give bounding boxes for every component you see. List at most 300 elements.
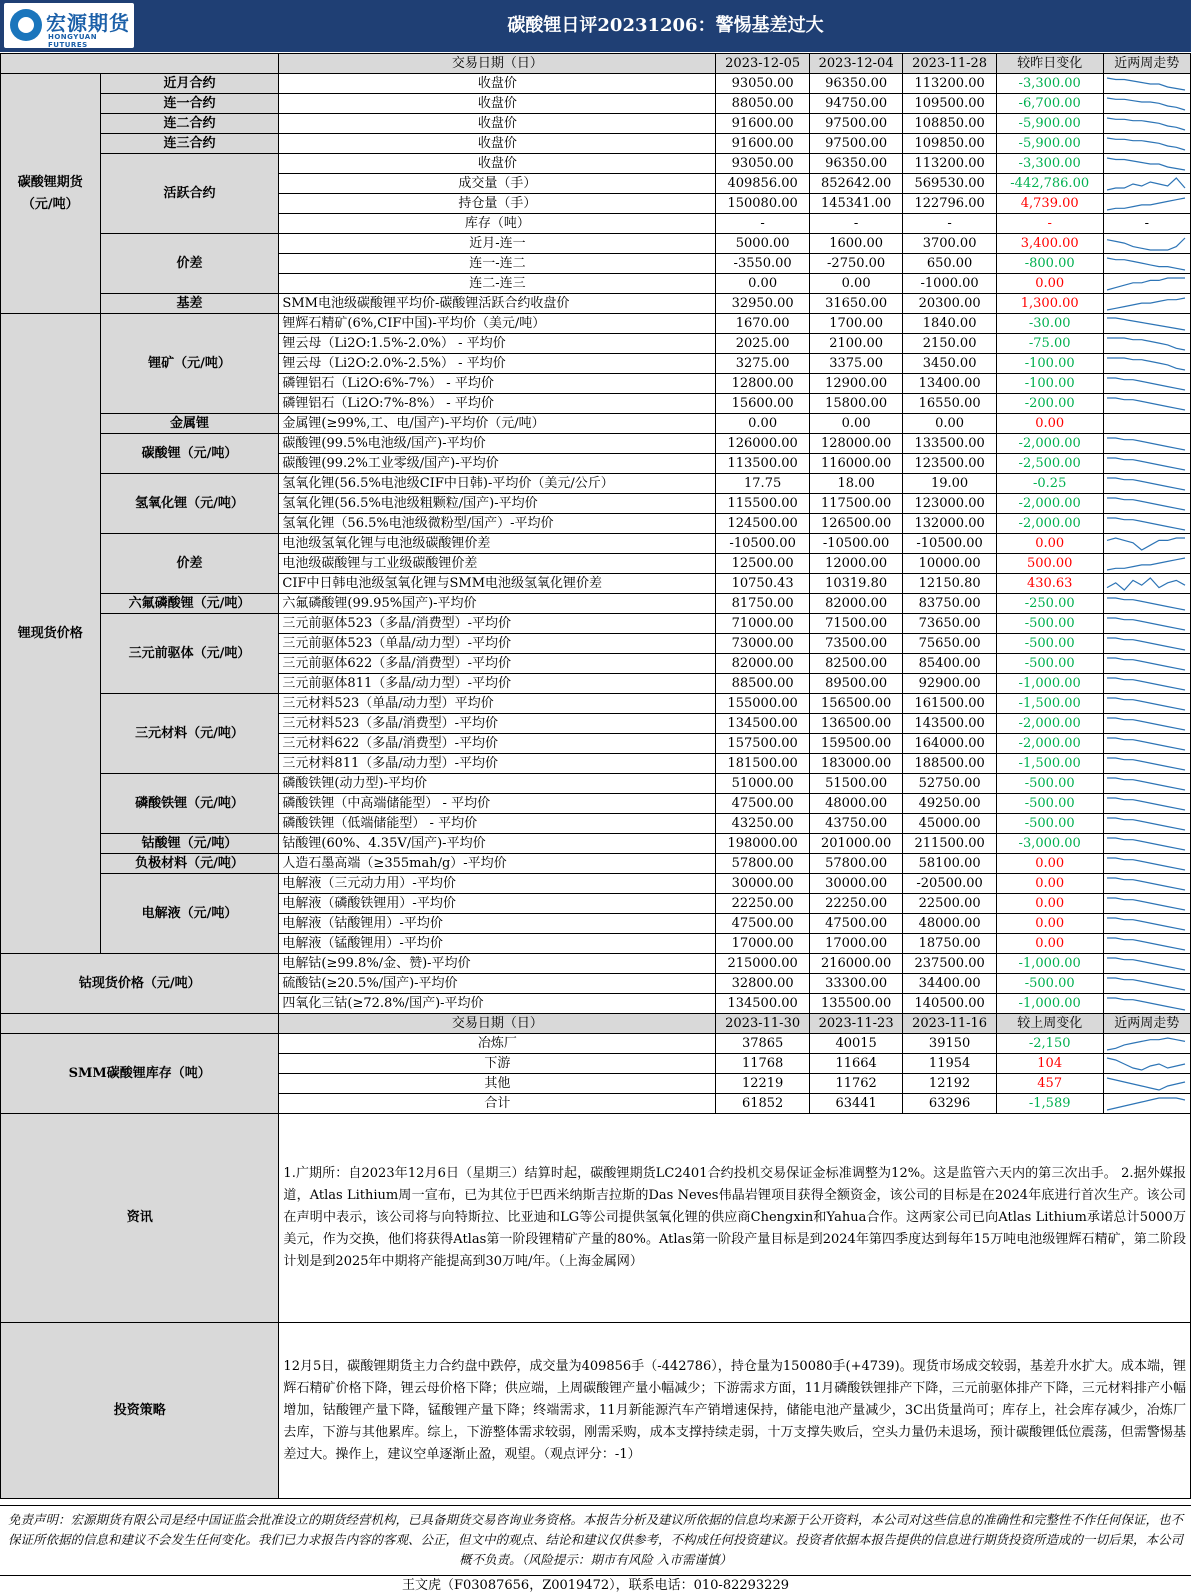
header-trend: 近两周走势 (1103, 54, 1190, 74)
sparkline-series (1107, 598, 1185, 610)
table-row (1, 154, 1191, 174)
value-3: 22500.00 (903, 894, 996, 914)
item-label: 电解液（磷酸铁锂用）-平均价 (279, 894, 716, 914)
value-1: 5000.00 (716, 234, 809, 254)
change-value: 104 (996, 1054, 1103, 1074)
sparkline-cell (1103, 474, 1190, 494)
change-value: -1,500.00 (996, 694, 1103, 714)
change-value: -442,786.00 (996, 174, 1103, 194)
sparkline-cell (1103, 494, 1190, 514)
logo-en: HONGYUAN FUTURES (48, 33, 98, 49)
sparkline-cell (1103, 1094, 1190, 1114)
sparkline-series (1107, 78, 1185, 90)
change-value: 0.00 (996, 534, 1103, 554)
header-d2: 2023-12-04 (809, 54, 902, 74)
value-2: 0.00 (809, 414, 902, 434)
header-blank (1, 54, 279, 74)
value-2: 97500.00 (809, 114, 902, 134)
sparkline-series (1107, 558, 1185, 570)
sparkline-cell (1103, 314, 1190, 334)
table-row (1, 134, 1191, 154)
value-3: 11954 (903, 1054, 996, 1074)
sparkline-series (1107, 618, 1185, 630)
change-value: -5,900.00 (996, 114, 1103, 134)
sparkline-cell (1103, 254, 1190, 274)
sparkline-cell (1103, 974, 1190, 994)
table-row (1, 594, 1191, 614)
item-label: 电池级碳酸锂与工业级碳酸锂价差 (279, 554, 716, 574)
sparkline-series (1107, 858, 1185, 870)
sparkline-cell (1103, 1034, 1190, 1054)
sparkline (1104, 555, 1188, 573)
value-3: 164000.00 (903, 734, 996, 754)
value-2: 10319.80 (809, 574, 902, 594)
sparkline (1104, 235, 1188, 253)
change-value: -5,900.00 (996, 134, 1103, 154)
value-3: 211500.00 (903, 834, 996, 854)
change-value: -75.00 (996, 334, 1103, 354)
item-label: 三元前驱体523（多晶/消费型）-平均价 (279, 614, 716, 634)
item-label: 收盘价 (279, 134, 716, 154)
table-row (1, 954, 1191, 974)
sparkline-series (1107, 958, 1185, 970)
category-cobalt: 钴现货价格（元/吨） (1, 954, 279, 1014)
change-value: 0.00 (996, 874, 1103, 894)
change-value: -500.00 (996, 634, 1103, 654)
value-2: 31650.00 (809, 294, 902, 314)
value-2: 51500.00 (809, 774, 902, 794)
value-3: 48000.00 (903, 914, 996, 934)
value-3: 2150.00 (903, 334, 996, 354)
sparkline-cell (1103, 114, 1190, 134)
sparkline-cell (1103, 914, 1190, 934)
value-2: 159500.00 (809, 734, 902, 754)
subcategory: 氢氧化锂（元/吨） (100, 474, 279, 534)
sparkline (1104, 615, 1188, 633)
sparkline-series (1107, 818, 1185, 830)
value-3: 18750.00 (903, 934, 996, 954)
sparkline (1104, 135, 1188, 153)
table-row (1, 294, 1191, 314)
change-value: -1,500.00 (996, 754, 1103, 774)
value-1: 91600.00 (716, 134, 809, 154)
value-1: 61852 (716, 1094, 809, 1114)
contact-line: 王文虎（F03087656，Z0019472），联系电话：010-82293229 (0, 1575, 1191, 1595)
item-label: 电解钴(≥99.8%/金、赞)-平均价 (279, 954, 716, 974)
value-2: -2750.00 (809, 254, 902, 274)
sparkline-cell (1103, 1074, 1190, 1094)
value-2: 2100.00 (809, 334, 902, 354)
value-3: 650.00 (903, 254, 996, 274)
sparkline-cell (1103, 414, 1190, 434)
sparkline-series (1107, 518, 1185, 530)
change-value: -30.00 (996, 314, 1103, 334)
change-value: -1,000.00 (996, 994, 1103, 1014)
value-1: 134500.00 (716, 994, 809, 1014)
sparkline (1104, 415, 1188, 433)
value-2: 11664 (809, 1054, 902, 1074)
value-1: 47500.00 (716, 914, 809, 934)
inventory-header-row (1, 1014, 1191, 1034)
sparkline-cell (1103, 514, 1190, 534)
value-2: 96350.00 (809, 74, 902, 94)
value-1: -10500.00 (716, 534, 809, 554)
sparkline-cell (1103, 834, 1190, 854)
sparkline-cell (1103, 134, 1190, 154)
value-1: 0.00 (716, 274, 809, 294)
value-2: 136500.00 (809, 714, 902, 734)
value-3: 123500.00 (903, 454, 996, 474)
value-2: 126500.00 (809, 514, 902, 534)
subcategory-basis: 基差 (100, 294, 279, 314)
change-value: -3,300.00 (996, 74, 1103, 94)
sparkline (1104, 75, 1188, 93)
strategy-text: 12月5日，碳酸锂期货主力合约盘中跌停，成交量为409856手（-442786），持仓量为150080手(+4739)。现货市场成交较弱，基差升水扩大。成本端，锂辉石精矿价格下降，锂云母价格下降；供应端，上周碳酸锂产量小幅减少；下游需求方面，11月磷酸铁锂排产下降，三元前驱体排产下降，三元材料排产小幅增加，钴酸锂产量下降，锰酸锂产量下降；终端需求，11月新能源汽车产销增速保持，储能电池产量减少，3C出货量尚可；库存上，社会库存减少，冶炼厂去库，下游与其他累库。综上，下游整体需求较弱，刚需采购，成本支撑持续走弱，十万支撑失败后，空头力量仍未退场，预计碳酸锂低位震荡，但需警惕基差过大。操作上，建议空单逐渐止盈，观望。（观点评分：-1） (279, 1323, 1191, 1499)
value-2: 145341.00 (809, 194, 902, 214)
sparkline-cell (1103, 714, 1190, 734)
value-1: 57800.00 (716, 854, 809, 874)
change-value: -500.00 (996, 654, 1103, 674)
value-1: 3275.00 (716, 354, 809, 374)
sparkline-cell (1103, 954, 1190, 974)
inv-header-d2: 2023-11-23 (809, 1014, 902, 1034)
table-row (1, 694, 1191, 714)
value-3: - (903, 214, 996, 234)
sparkline (1104, 435, 1188, 453)
sparkline-cell (1103, 874, 1190, 894)
value-3: 12150.80 (903, 574, 996, 594)
value-2: 201000.00 (809, 834, 902, 854)
table-row (1, 874, 1191, 894)
value-3: 1840.00 (903, 314, 996, 334)
change-value: -500.00 (996, 814, 1103, 834)
value-1: 32800.00 (716, 974, 809, 994)
sparkline (1104, 395, 1188, 413)
header-d1: 2023-12-05 (716, 54, 809, 74)
item-label: 持仓量（手） (279, 194, 716, 214)
sparkline-series (1107, 98, 1185, 110)
change-value: -800.00 (996, 254, 1103, 274)
sparkline-series (1107, 258, 1185, 270)
report-header (0, 0, 1191, 54)
sparkline-series (1107, 1098, 1185, 1110)
sparkline-series (1107, 198, 1185, 210)
item-label: 三元前驱体523（单晶/动力型）-平均价 (279, 634, 716, 654)
logo-cn: 宏源期货 (46, 11, 130, 35)
value-2: 33300.00 (809, 974, 902, 994)
change-value: -500.00 (996, 614, 1103, 634)
table-row (1, 534, 1191, 554)
change-value: -250.00 (996, 594, 1103, 614)
sparkline-series (1107, 998, 1185, 1010)
item-label: 收盘价 (279, 74, 716, 94)
item-label: 钴酸锂(60%、4.35V/国产)-平均价 (279, 834, 716, 854)
inv-header-date-label: 交易日期（日） (279, 1014, 716, 1034)
subcategory: 负极材料（元/吨） (100, 854, 279, 874)
sparkline-cell (1103, 534, 1190, 554)
sparkline (1104, 1035, 1188, 1053)
sparkline (1104, 995, 1188, 1013)
sparkline (1104, 455, 1188, 473)
sparkline (1104, 115, 1188, 133)
sparkline-cell (1103, 694, 1190, 714)
value-3: 140500.00 (903, 994, 996, 1014)
item-label: SMM电池级碳酸锂平均价-碳酸锂活跃合约收盘价 (279, 294, 716, 314)
value-1: 17.75 (716, 474, 809, 494)
disclaimer: 免责声明：宏源期货有限公司是经中国证监会批准设立的期货经营机构，已具备期货交易咨询业务资格。本报告分析及建议所依据的信息均来源于公开资料，本公司对这些信息的准确性和完整性不作任何保证，也不保证所依据的信息和建议不会发生任何变化。我们已力求报告内容的客观、公正，但文中的观点、结论和建议仅供参考，不构成任何投资建议。投资者依据本报告提供的信息进行期货投资所造成的一切后果，本公司概不负责。（风险提示：期市有风险 入市需谨慎） (0, 1505, 1191, 1573)
value-3: 3700.00 (903, 234, 996, 254)
subcategory: 连一合约 (100, 94, 279, 114)
sparkline-series (1107, 478, 1185, 490)
sparkline-cell (1103, 354, 1190, 374)
sparkline (1104, 1095, 1188, 1113)
value-3: 16550.00 (903, 394, 996, 414)
sparkline-series (1107, 1078, 1185, 1090)
table-row (1, 474, 1191, 494)
value-2: 1700.00 (809, 314, 902, 334)
sparkline (1104, 675, 1188, 693)
value-3: 12192 (903, 1074, 996, 1094)
sparkline-cell (1103, 1054, 1190, 1074)
sparkline-cell (1103, 434, 1190, 454)
sparkline-series (1107, 698, 1185, 710)
sparkline (1104, 635, 1188, 653)
change-value: 0.00 (996, 934, 1103, 954)
table-row (1, 234, 1191, 254)
value-1: 134500.00 (716, 714, 809, 734)
sparkline-series (1107, 178, 1185, 190)
header-d3: 2023-11-28 (903, 54, 996, 74)
item-label: 碳酸锂(99.5%电池级/国产)-平均价 (279, 434, 716, 454)
table-row (1, 1034, 1191, 1054)
value-1: 81750.00 (716, 594, 809, 614)
subcategory: 连三合约 (100, 134, 279, 154)
item-label: 电解液（钴酸锂用）-平均价 (279, 914, 716, 934)
item-label: 成交量（手） (279, 174, 716, 194)
sparkline-series (1107, 798, 1185, 810)
value-2: 22250.00 (809, 894, 902, 914)
value-1: 409856.00 (716, 174, 809, 194)
value-3: 109850.00 (903, 134, 996, 154)
value-2: 11762 (809, 1074, 902, 1094)
subcategory: 磷酸铁锂（元/吨） (100, 774, 279, 834)
value-2: 135500.00 (809, 994, 902, 1014)
sparkline (1104, 795, 1188, 813)
item-label: 氢氧化锂(56.5%电池级CIF中日韩)-平均价（美元/公斤） (279, 474, 716, 494)
inv-header-change: 较上周变化 (996, 1014, 1103, 1034)
sparkline-series (1107, 378, 1185, 390)
change-value: 500.00 (996, 554, 1103, 574)
value-2: 116000.00 (809, 454, 902, 474)
value-3: -10500.00 (903, 534, 996, 554)
value-1: 12219 (716, 1074, 809, 1094)
sparkline-series (1107, 338, 1185, 350)
value-1: 155000.00 (716, 694, 809, 714)
sparkline-cell (1103, 794, 1190, 814)
value-1: 93050.00 (716, 74, 809, 94)
data-table (0, 53, 1191, 1499)
strategy-label: 投资策略 (1, 1323, 279, 1499)
item-label: 收盘价 (279, 114, 716, 134)
item-label: 氢氧化锂(56.5%电池级粗颗粒/国产)-平均价 (279, 494, 716, 514)
value-3: 161500.00 (903, 694, 996, 714)
change-value: 0.00 (996, 854, 1103, 874)
value-3: 132000.00 (903, 514, 996, 534)
value-3: 13400.00 (903, 374, 996, 394)
sparkline (1104, 895, 1188, 913)
sparkline (1104, 355, 1188, 373)
value-2: 1600.00 (809, 234, 902, 254)
value-2: 17000.00 (809, 934, 902, 954)
sparkline-cell (1103, 174, 1190, 194)
value-3: 133500.00 (903, 434, 996, 454)
value-3: 92900.00 (903, 674, 996, 694)
value-1: 215000.00 (716, 954, 809, 974)
item-label: 锂云母（Li2O:2.0%-2.5%） - 平均价 (279, 354, 716, 374)
sparkline (1104, 955, 1188, 973)
value-1: 73000.00 (716, 634, 809, 654)
sparkline-cell (1103, 754, 1190, 774)
sparkline-series (1107, 438, 1185, 450)
value-2: 12000.00 (809, 554, 902, 574)
value-2: 89500.00 (809, 674, 902, 694)
change-value: -200.00 (996, 394, 1103, 414)
value-3: 122796.00 (903, 194, 996, 214)
value-3: 49250.00 (903, 794, 996, 814)
sparkline (1104, 255, 1188, 273)
sparkline-series (1107, 778, 1185, 790)
change-value: -1,589 (996, 1094, 1103, 1114)
inv-header-d1: 2023-11-30 (716, 1014, 809, 1034)
header-row (1, 54, 1191, 74)
sparkline-series (1107, 238, 1185, 250)
value-1: 124500.00 (716, 514, 809, 534)
sparkline-cell (1103, 614, 1190, 634)
subcategory: 连二合约 (100, 114, 279, 134)
item-label: 电解液（三元动力用）-平均价 (279, 874, 716, 894)
change-value: 1,300.00 (996, 294, 1103, 314)
sparkline-series (1107, 498, 1185, 510)
value-2: 216000.00 (809, 954, 902, 974)
value-3: -20500.00 (903, 874, 996, 894)
item-label: 磷锂铝石（Li2O:7%-8%） - 平均价 (279, 394, 716, 414)
change-value: 4,739.00 (996, 194, 1103, 214)
change-value: -500.00 (996, 774, 1103, 794)
change-value: -1,000.00 (996, 674, 1103, 694)
value-2: 97500.00 (809, 134, 902, 154)
item-label: 连一-连二 (279, 254, 716, 274)
sparkline-series (1107, 878, 1185, 890)
change-value: -3,000.00 (996, 834, 1103, 854)
sparkline-cell (1103, 994, 1190, 1014)
value-3: 10000.00 (903, 554, 996, 574)
value-2: 94750.00 (809, 94, 902, 114)
sparkline-series (1107, 978, 1185, 990)
sparkline-cell (1103, 94, 1190, 114)
item-label: 连二-连三 (279, 274, 716, 294)
value-2: 12900.00 (809, 374, 902, 394)
item-label: 三元前驱体622（多晶/消费型）-平均价 (279, 654, 716, 674)
subcategory: 三元前驱体（元/吨） (100, 614, 279, 694)
item-label: 人造石墨高端（≥355mah/g）-平均价 (279, 854, 716, 874)
category-inventory: SMM碳酸锂库存（吨） (1, 1034, 279, 1114)
sparkline-cell (1103, 294, 1190, 314)
value-1: 88500.00 (716, 674, 809, 694)
value-3: 569530.00 (903, 174, 996, 194)
sparkline-cell (1103, 274, 1190, 294)
sparkline-cell (1103, 814, 1190, 834)
subcategory: 金属锂 (100, 414, 279, 434)
sparkline (1104, 275, 1188, 293)
value-1: 0.00 (716, 414, 809, 434)
value-1: 88050.00 (716, 94, 809, 114)
table-row (1, 854, 1191, 874)
header-date-label: 交易日期（日） (279, 54, 716, 74)
inv-header-trend: 近两周走势 (1103, 1014, 1190, 1034)
item-label: 硫酸钴(≥20.5%/国产)-平均价 (279, 974, 716, 994)
sparkline (1104, 855, 1188, 873)
sparkline (1104, 295, 1188, 313)
value-3: 58100.00 (903, 854, 996, 874)
item-label: 磷锂铝石（Li2O:6%-7%） - 平均价 (279, 374, 716, 394)
table-row (1, 834, 1191, 854)
sparkline (1104, 815, 1188, 833)
value-1: 126000.00 (716, 434, 809, 454)
sparkline-cell (1103, 154, 1190, 174)
sparkline (1104, 735, 1188, 753)
change-value: -2,000.00 (996, 714, 1103, 734)
change-value: -500.00 (996, 974, 1103, 994)
value-2: 48000.00 (809, 794, 902, 814)
item-label: 库存（吨） (279, 214, 716, 234)
sparkline (1104, 95, 1188, 113)
value-2: 156500.00 (809, 694, 902, 714)
value-3: 85400.00 (903, 654, 996, 674)
table-row (1, 434, 1191, 454)
sparkline-series (1107, 718, 1185, 730)
subcategory-active: 活跃合约 (100, 154, 279, 234)
item-label: 磷酸铁锂（低端储能型） - 平均价 (279, 814, 716, 834)
change-value: -0.25 (996, 474, 1103, 494)
sparkline-series (1107, 918, 1185, 930)
value-1: 115500.00 (716, 494, 809, 514)
change-value: -2,150 (996, 1034, 1103, 1054)
change-value: -2,000.00 (996, 514, 1103, 534)
item-label: 三元前驱体811（多晶/动力型）-平均价 (279, 674, 716, 694)
value-3: 52750.00 (903, 774, 996, 794)
change-value: 430.63 (996, 574, 1103, 594)
item-label: 冶炼厂 (279, 1034, 716, 1054)
value-1: 30000.00 (716, 874, 809, 894)
table-row (1, 314, 1191, 334)
value-3: 0.00 (903, 414, 996, 434)
trend-text: - (1103, 214, 1190, 234)
value-2: 852642.00 (809, 174, 902, 194)
item-label: 三元材料811（多晶/动力型）-平均价 (279, 754, 716, 774)
news-text: 1.广期所：自2023年12月6日（星期三）结算时起，碳酸锂期货LC2401合约投机交易保证金标准调整为12%。这是监管六天内的第三次出手。 2.据外媒报道，Atlas Lithium周一宣布，已为其位于巴西米纳斯吉拉斯的Das Neves伟晶岩锂项目获得全额资金，该公司的目标是在2024年底进行首次生产。该公司在声明中表示，该公司将与向特斯拉、比亚迪和LG等公司提供氢氧化锂的供应商Chengxin和Yahua合作。这两家公司已向Atlas Lithium承诺总计5000万美元，作为交换，他们将获得Atlas第一阶段锂精矿产量的80%。Atlas第一阶段产量目标是到2024年第四季度达到每年15万吨电池级锂辉石精矿，第二阶段计划是到2025年中期将产能提高到30万吨/年。（上海金属网） (279, 1114, 1191, 1323)
item-label: 三元材料523（单晶/动力型）平均价 (279, 694, 716, 714)
subcategory: 价差 (100, 534, 279, 594)
sparkline-series (1107, 638, 1185, 650)
value-3: 73650.00 (903, 614, 996, 634)
subcategory: 碳酸锂（元/吨） (100, 434, 279, 474)
sparkline (1104, 755, 1188, 773)
sparkline (1104, 1075, 1188, 1093)
value-1: 93050.00 (716, 154, 809, 174)
value-3: 113200.00 (903, 154, 996, 174)
value-1: 22250.00 (716, 894, 809, 914)
sparkline (1104, 875, 1188, 893)
